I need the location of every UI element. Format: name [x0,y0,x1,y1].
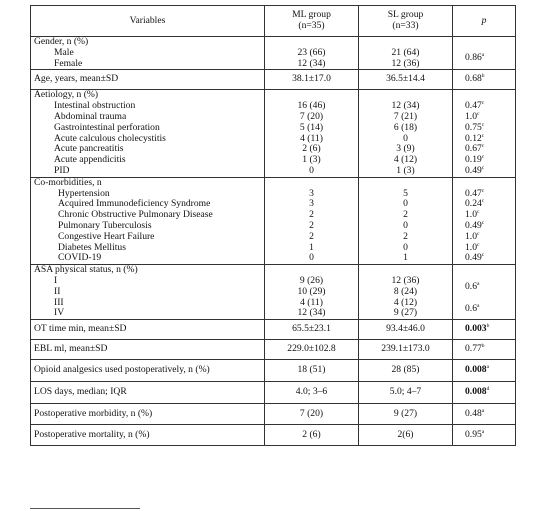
comorbidities-ml [265,177,359,264]
cell-value: 65.5±23.1 [265,320,359,340]
cell-value: 2 (6) [265,425,359,446]
los-row [31,382,516,404]
section-title: Gender, n (%) [34,36,89,47]
cell-value: 9 (27) [359,404,453,425]
cell-value: 4 (12) [393,296,418,308]
header-row [31,6,516,37]
mortality-row [31,425,516,446]
cell-value: 2 [403,230,408,242]
gender-p [453,37,516,70]
row-label: IV [54,307,65,319]
cell-value: 2(6) [359,425,453,446]
p-line [465,276,512,298]
morbidity-p [453,404,516,425]
p-value: 0.008 [465,364,487,376]
p-superscript: c [477,110,480,117]
cell-value: 7 (20) [265,404,359,425]
p-value: 0.003 [465,323,487,335]
ot-time-row [31,320,516,340]
cell-value: 12 (34) [297,307,326,319]
cell-value: 9 (26) [299,274,324,286]
row-label: Postoperative mortality, n (%) [31,425,265,446]
row-label: Hypertension [58,187,110,199]
section-title: Aetiology, n (%) [34,89,99,101]
p-value: 0.6 [465,280,477,292]
gender-labels [31,37,265,70]
p-superscript: a [481,407,485,414]
cell-value: 4 (12) [393,154,418,166]
row-label: PID [54,164,70,176]
p-value: 0.75 [465,121,482,133]
cell-value: 239.1±173.0 [359,340,453,360]
cell-value: 2 [309,219,314,231]
morbidity-row [31,404,516,425]
comorbidities-row [31,177,516,264]
cell-value: 3 [309,198,314,210]
opioid-p [453,360,516,382]
row-label: Congestive Heart Failure [58,230,155,242]
p-superscript: a [477,302,480,309]
cell-value: 0 [309,164,314,176]
aetiology-p [453,90,516,177]
row-label: Acute pancreatitis [54,143,124,155]
asa-p [453,265,516,320]
cell-value: 4 (11) [300,132,323,144]
ebl-row [31,340,516,360]
p-superscript: c [477,208,480,215]
cell-value: 2 [403,209,408,221]
p-value: 0.49 [465,164,482,176]
p-superscript: c [481,153,485,160]
footnote-divider [30,508,140,509]
row-label: Female [54,57,83,69]
p-value: 0.6 [465,302,477,314]
p-superscript: c [481,121,485,128]
asa-row [31,265,516,320]
row-label: Acquired Immunodeficiency Syndrome [58,198,211,210]
p-superscript: c [481,187,485,194]
row-label: II [54,285,61,297]
cell-value: 7 (20) [299,110,324,122]
aetiology-ml [265,90,359,177]
cell-value: 0 [403,132,408,144]
p-superscript: c [481,164,485,171]
cell-value: 10 (29) [297,285,326,297]
cell-value: 12 (36) [391,57,420,69]
p-value: 0.47 [465,100,482,112]
p-value: 1.0 [465,241,477,253]
row-label: LOS days, median; IQR [31,382,265,404]
p-superscript: b [481,343,485,350]
gender-ml [265,37,359,70]
header-sl-group [359,6,453,37]
cell-value: 16 (46) [297,100,326,112]
cell-value: 4 (11) [300,296,323,308]
cell-value: 38.1±17.0 [265,70,359,90]
asa-labels [31,265,265,320]
cell-value: 229.0±102.8 [265,340,359,360]
row-label: III [54,296,64,308]
comparison-table [30,5,516,446]
cell-value: 21 (64) [391,46,420,58]
cell-value: 12 (34) [391,100,420,112]
cell-value: 4.0; 3–6 [265,382,359,404]
cell-value: 23 (66) [297,46,326,58]
gender-row [31,37,516,70]
cell-value: 2 [309,209,314,221]
p-superscript: b [481,73,485,80]
mortality-p [453,425,516,446]
aetiology-row [31,90,516,177]
row-label: Intestinal obstruction [54,100,136,112]
p-superscript: c [481,132,485,139]
p-superscript: a [477,280,480,287]
p-superscript: c [481,100,485,106]
row-label: COVID-19 [58,252,102,264]
p-value: 1.0 [465,110,477,122]
los-p [453,382,516,404]
row-label: Male [54,46,74,58]
p-value: 0.49 [465,252,482,264]
age-p [453,70,516,90]
p-value: 1.0 [465,230,477,242]
p-value: 0.95 [465,428,482,440]
row-label: OT time min, mean±SD [31,320,265,340]
cell-value: 6 (18) [393,121,418,133]
header-p: p [453,6,516,37]
p-superscript: c [477,230,480,237]
row-label: Abdominal trauma [54,110,127,122]
p-superscript: b [486,323,490,330]
p-value: 0.008 [465,386,487,398]
cell-value: 3 [309,187,314,199]
header-ml-n: (n=35) [298,20,325,31]
p-superscript: c [481,252,485,259]
cell-value: 8 (24) [393,285,418,297]
row-label: Diabetes Mellitus [58,241,126,253]
row-label: Pulmonary Tuberculosis [58,219,152,231]
row-label: Gastrointestinal perforation [54,121,160,133]
comorbidities-sl [359,177,453,264]
p-value: 0.68 [465,73,482,85]
p-superscript: c [481,143,485,150]
p-value: 0.24 [465,198,482,210]
p-superscript: c [481,198,485,205]
header-ml-name: ML group [292,9,331,21]
cell-value: 0 [403,219,408,231]
cell-value: 2 (6) [302,143,321,155]
header-sl-name: SL group [387,9,424,21]
cell-value: 3 (9) [396,143,415,155]
header-sl-n: (n=33) [392,20,419,31]
p-superscript: d [486,386,490,393]
p-superscript: a [486,364,490,371]
cell-value: 28 (85) [359,360,453,382]
p-superscript: c [481,219,485,226]
asa-sl [359,265,453,320]
row-label: Acute calculous cholecystitis [54,132,166,144]
p-value: 0.12 [465,132,482,144]
section-title: Co-morbidities, n [34,176,102,188]
p-line [465,253,512,264]
opioid-row [31,360,516,382]
cell-value: 5 (14) [299,121,324,133]
p-value: 0.48 [465,407,482,419]
row-label: EBL ml, mean±SD [31,340,265,360]
row-label: Postoperative morbidity, n (%) [31,404,265,425]
age-row [31,70,516,90]
ot-time-p [453,320,516,340]
p-superscript: a [481,428,485,435]
cell-value: 1 (3) [396,164,415,176]
p-value: 0.47 [465,187,482,199]
comorbidities-p [453,177,516,264]
cell-value: 1 [309,241,314,253]
cell-value: 5.0; 4–7 [359,382,453,404]
row-label: I [54,274,58,286]
p-superscript: a [481,51,485,58]
ebl-p [453,340,516,360]
cell-value: 0 [309,252,314,264]
cell-value: 1 (3) [302,154,321,166]
cell-value: 12 (34) [297,57,326,69]
cell-value: 2 [309,230,314,242]
aetiology-labels [31,90,265,177]
section-title: ASA physical status, n (%) [34,264,138,276]
aetiology-sl [359,90,453,177]
cell-value: 7 (21) [393,110,418,122]
cell-value: 1 [403,252,408,264]
p-line [465,298,512,320]
cell-value: 12 (36) [391,274,420,286]
row-label: Age, years, mean±SD [31,70,265,90]
cell-value: 93.4±46.0 [359,320,453,340]
cell-value: 5 [403,187,408,199]
p-value: 0.86 [465,51,482,63]
header-variables: Variables [31,6,265,37]
cell-value: 9 (27) [393,307,418,319]
cell-value: 18 (51) [265,360,359,382]
asa-ml [265,265,359,320]
p-line [465,166,512,177]
p-value: 0.49 [465,219,482,231]
cell-value: 0 [403,241,408,253]
cell-value: 0 [403,198,408,210]
row-label: Chronic Obstructive Pulmonary Disease [58,209,213,221]
comorbidities-labels [31,177,265,264]
p-superscript: c [477,241,480,248]
p-value: 0.77 [465,343,482,355]
p-value: 0.19 [465,154,482,166]
row-label: Acute appendicitis [54,154,126,166]
gender-sl [359,37,453,70]
cell-value: 36.5±14.4 [359,70,453,90]
row-label: Opioid analgesics used postoperatively, n (%) [31,360,265,382]
p-value: 0.67 [465,143,482,155]
header-ml-group [265,6,359,37]
p-value: 1.0 [465,209,477,221]
